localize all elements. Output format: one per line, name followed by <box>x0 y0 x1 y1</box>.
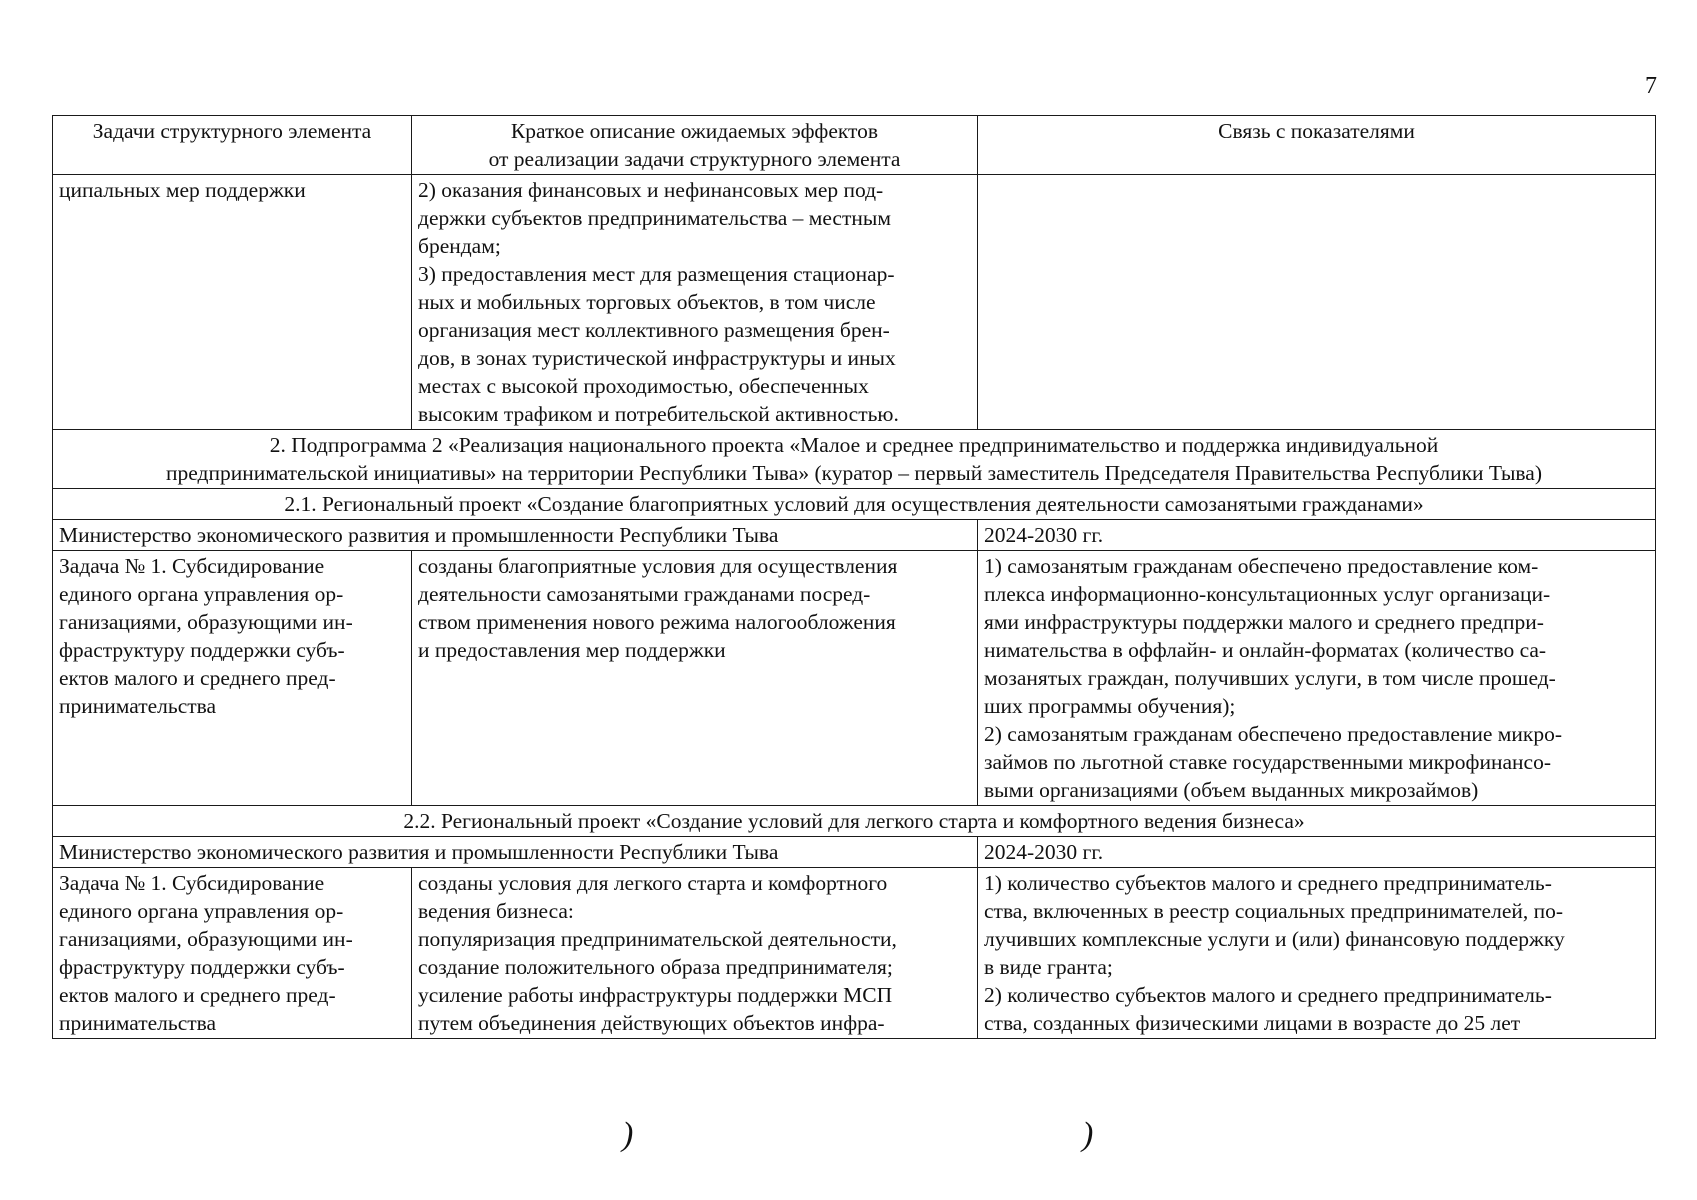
header-tasks: Задачи структурного элемента <box>53 116 412 175</box>
indicator-line: ями инфраструктуры поддержки малого и среднего предпри- <box>984 610 1544 634</box>
indicator-line: ства, включенных в реестр социальных предпринимателей, по- <box>984 899 1564 923</box>
task-line: фраструктуру поддержки субъ- <box>59 638 345 662</box>
header-effects-line: Краткое описание ожидаемых эффектов <box>510 119 879 143</box>
effect-line: брендам; <box>418 234 501 258</box>
header-effects <box>412 116 978 175</box>
project-2-indicators <box>978 868 1656 1039</box>
effect-line: 2) оказания финансовых и нефинансовых мер под- <box>418 178 884 202</box>
indicator-line: в виде гранта; <box>984 955 1113 979</box>
effect-line: путем объединения действующих объектов инфра- <box>418 1011 885 1035</box>
project-2-task-row <box>53 868 1656 1039</box>
effect-line: высоким трафиком и потребительской активностью. <box>418 402 899 426</box>
task-line: единого органа управления ор- <box>59 899 344 923</box>
project-2-heading-row <box>53 806 1656 837</box>
project-1-heading-row <box>53 489 1656 520</box>
effect-line: ных и мобильных торговых объектов, в том числе <box>418 290 876 314</box>
structural-elements-table <box>52 115 1656 1039</box>
indicator-line: ших программы обучения); <box>984 694 1236 718</box>
project-2-responsible-row <box>53 837 1656 868</box>
project-1-responsible: Министерство экономического развития и промышленности Республики Тыва <box>53 520 978 551</box>
project-2-task <box>53 868 412 1039</box>
table-row-continued <box>53 175 1656 430</box>
effect-line: местах с высокой проходимостью, обеспеченных <box>418 374 869 398</box>
effect-line: создание положительного образа предпринимателя; <box>418 955 893 979</box>
project-2-effects <box>412 868 978 1039</box>
table-header-row <box>53 116 1656 175</box>
bottom-mark-left: ) <box>622 1116 634 1153</box>
subprogram-heading-row <box>53 430 1656 489</box>
task-line: Задача № 1. Субсидирование <box>59 871 325 895</box>
effect-line: ством применения нового режима налогообложения <box>418 610 896 634</box>
indicator-line: плекса информационно-консультационных услуг организаци- <box>984 582 1551 606</box>
cell-effects-continued <box>412 175 978 430</box>
subprogram-heading-line: предпринимательской инициативы» на территории Республики Тыва» (куратор – первый заместитель Председателя Правительства Республики Тыва) <box>165 461 1543 485</box>
subprogram-heading-line: 2. Подпрограмма 2 «Реализация национального проекта «Малое и среднее предпринимательство и поддержка индивидуальной <box>269 433 1439 457</box>
project-2-responsible: Министерство экономического развития и промышленности Республики Тыва <box>53 837 978 868</box>
task-line: ектов малого и среднего пред- <box>59 983 336 1007</box>
project-1-task <box>53 551 412 806</box>
task-line: единого органа управления ор- <box>59 582 344 606</box>
indicator-line: займов по льготной ставке государственными микрофинансо- <box>984 750 1551 774</box>
effect-line: 3) предоставления мест для размещения стационар- <box>418 262 895 286</box>
effect-line: ведения бизнеса: <box>418 899 574 923</box>
effect-line: созданы условия для легкого старта и комфортного <box>418 871 888 895</box>
effect-line: созданы благоприятные условия для осуществления <box>418 554 898 578</box>
project-1-responsible-row <box>53 520 1656 551</box>
indicator-line: 1) количество субъектов малого и среднего предприниматель- <box>984 871 1552 895</box>
effect-line: дов, в зонах туристической инфраструктуры и иных <box>418 346 896 370</box>
task-line: ганизациями, образующими ин- <box>59 610 353 634</box>
indicator-line: выми организациями (объем выданных микрозаймов) <box>984 778 1479 802</box>
task-line: фраструктуру поддержки субъ- <box>59 955 345 979</box>
header-effects-line: от реализации задачи структурного элемента <box>488 147 901 171</box>
project-1-task-row <box>53 551 1656 806</box>
indicator-line: 2) самозанятым гражданам обеспечено предоставление микро- <box>984 722 1563 746</box>
project-2-heading: 2.2. Региональный проект «Создание условий для легкого старта и комфортного ведения бизнеса» <box>53 806 1656 837</box>
effect-line: деятельности самозанятыми гражданами посред- <box>418 582 871 606</box>
cell-indicators-continued <box>978 175 1656 430</box>
indicator-line: лучивших комплексные услуги и (или) финансовую поддержку <box>984 927 1565 951</box>
task-line: принимательства <box>59 694 217 718</box>
header-indicators: Связь с показателями <box>978 116 1656 175</box>
task-line: ектов малого и среднего пред- <box>59 666 336 690</box>
subprogram-heading <box>53 430 1656 489</box>
project-1-indicators <box>978 551 1656 806</box>
indicator-line: 1) самозанятым гражданам обеспечено предоставление ком- <box>984 554 1539 578</box>
effect-line: организация мест коллективного размещения брен- <box>418 318 890 342</box>
effect-line: и предоставления мер поддержки <box>418 638 726 662</box>
page-number: 7 <box>1645 73 1657 99</box>
project-2-period: 2024-2030 гг. <box>978 837 1656 868</box>
effect-line: держки субъектов предпринимательства – местным <box>418 206 891 230</box>
indicator-line: ства, созданных физическими лицами в возрасте до 25 лет <box>984 1011 1521 1035</box>
task-line: ганизациями, образующими ин- <box>59 927 353 951</box>
indicator-line: 2) количество субъектов малого и среднего предприниматель- <box>984 983 1552 1007</box>
task-line: Задача № 1. Субсидирование <box>59 554 325 578</box>
bottom-mark-right: ) <box>1082 1116 1094 1153</box>
project-1-effects <box>412 551 978 806</box>
project-1-heading: 2.1. Региональный проект «Создание благоприятных условий для осуществления деятельности самозанятыми гражданами» <box>53 489 1656 520</box>
effect-line: усиление работы инфраструктуры поддержки МСП <box>418 983 893 1007</box>
indicator-line: нимательства в оффлайн- и онлайн-форматах (количество са- <box>984 638 1547 662</box>
task-line: принимательства <box>59 1011 217 1035</box>
effect-line: популяризация предпринимательской деятельности, <box>418 927 897 951</box>
cell-task-continued: ципальных мер поддержки <box>53 175 412 430</box>
project-1-period: 2024-2030 гг. <box>978 520 1656 551</box>
indicator-line: мозанятых граждан, получивших услуги, в том числе прошед- <box>984 666 1556 690</box>
